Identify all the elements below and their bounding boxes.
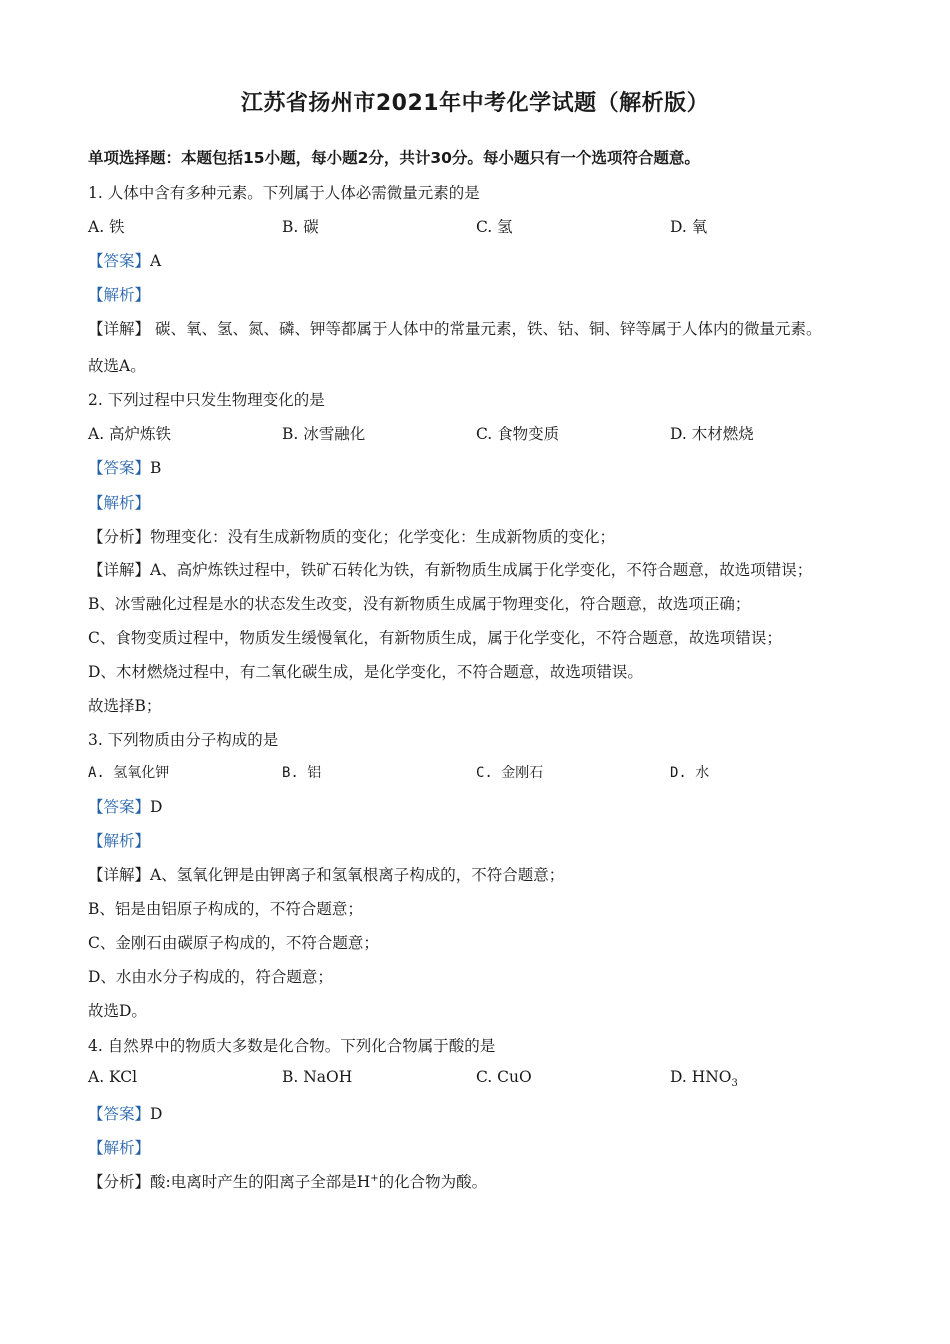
q3-detail-b: B、铝是由铝原子构成的，不符合题意； xyxy=(88,900,363,918)
q3-option-a: A. 氢氧化钾 xyxy=(88,765,170,781)
document-title: 江苏省扬州市2021年中考化学试题（解析版） xyxy=(240,91,710,116)
q3-answer xyxy=(88,795,162,817)
q2-answer xyxy=(88,456,161,478)
q1-option-a: A. 铁 xyxy=(88,218,125,236)
q2-analysis-tag: 【解析】 xyxy=(88,494,151,512)
q1-detail xyxy=(88,317,821,339)
q4-option-a: A. KCl xyxy=(88,1068,138,1086)
q2-option-b: B. 冰雪融化 xyxy=(282,425,366,443)
q3-option-d: D. 水 xyxy=(670,765,710,781)
q3-answer-value: D xyxy=(150,798,163,816)
q2-option-c: C. 食物变质 xyxy=(476,425,560,443)
q1-option-c: C. 氢 xyxy=(476,218,513,236)
q3-detail-d: D、水由水分子构成的，符合题意； xyxy=(88,968,333,986)
q4-option-b: B. NaOH xyxy=(282,1068,353,1086)
detail-tag: 【详解】 xyxy=(88,320,151,338)
detail-tag: 【详解】 xyxy=(88,866,151,884)
answer-tag: 【答案】 xyxy=(88,459,151,477)
q2-stem: 2. 下列过程中只发生物理变化的是 xyxy=(88,391,325,409)
q1-answer-value: A xyxy=(150,252,162,270)
q3-option-c: C. 金刚石 xyxy=(476,765,544,781)
answer-tag: 【答案】 xyxy=(88,798,151,816)
q2-fenxi-text: 物理变化：没有生成新物质的变化；化学变化：生成新物质的变化； xyxy=(150,528,616,546)
q2-detail-a xyxy=(88,558,812,580)
q2-answer-value: B xyxy=(150,459,162,477)
answer-tag: 【答案】 xyxy=(88,252,151,270)
q3-stem: 3. 下列物质由分子构成的是 xyxy=(88,731,279,749)
q3-detail-a-text: A、氢氧化钾是由钾离子和氢氧根离子构成的，不符合题意； xyxy=(150,866,565,884)
q4-answer xyxy=(88,1102,162,1124)
q4-fenxi: 【分析】酸:电离时产生的阳离子全部是H+的化合物为酸。 xyxy=(88,1172,488,1191)
q3-detail-c: C、金刚石由碳原子构成的，不符合题意； xyxy=(88,934,379,952)
q2-detail-c: C、食物变质过程中，物质发生缓慢氧化，有新物质生成，属于化学变化，不符合题意，故选项错误； xyxy=(88,629,782,647)
q2-option-d: D. 木材燃烧 xyxy=(670,425,754,443)
q2-conclusion: 故选择B； xyxy=(88,697,162,715)
q2-detail-d: D、木材燃烧过程中，有二氧化碳生成，是化学变化，不符合题意，故选项错误。 xyxy=(88,663,643,681)
q1-stem: 1. 人体中含有多种元素。下列属于人体必需微量元素的是 xyxy=(88,184,480,202)
q2-option-a: A. 高炉炼铁 xyxy=(88,425,172,443)
detail-tag: 【详解】 xyxy=(88,561,151,579)
q1-answer xyxy=(88,249,161,271)
q1-conclusion: 故选A。 xyxy=(88,357,146,375)
q2-detail-a-text: A、高炉炼铁过程中，铁矿石转化为铁，有新物质生成属于化学变化，不符合题意，故选项错误； xyxy=(150,561,813,579)
fenxi-tag: 【分析】 xyxy=(88,528,151,546)
q4-answer-value: D xyxy=(150,1105,163,1123)
fenxi-tag: 【分析】 xyxy=(88,1173,151,1191)
q3-detail-a xyxy=(88,863,564,885)
q3-option-b: B. 铝 xyxy=(282,765,322,781)
q2-detail-b: B、冰雪融化过程是水的状态发生改变，没有新物质生成属于物理变化，符合题意，故选项正确； xyxy=(88,595,751,613)
q1-detail-text: 碳、氧、氢、氮、磷、钾等都属于人体中的常量元素，铁、钴、铜、锌等属于人体内的微量元素。 xyxy=(154,320,822,338)
q4-stem: 4. 自然界中的物质大多数是化合物。下列化合物属于酸的是 xyxy=(88,1037,496,1055)
q1-analysis-tag: 【解析】 xyxy=(88,286,151,304)
q2-fenxi xyxy=(88,525,615,547)
answer-tag: 【答案】 xyxy=(88,1105,151,1123)
q1-option-b: B. 碳 xyxy=(282,218,319,236)
q4-option-d: D. $HNO_3$ xyxy=(670,1068,738,1090)
q4-option-c: C. CuO xyxy=(476,1068,532,1086)
q3-analysis-tag: 【解析】 xyxy=(88,832,151,850)
q3-conclusion: 故选D。 xyxy=(88,1002,147,1020)
section-header: 单项选择题：本题包括15小题，每小题2分，共计30分。每小题只有一个选项符合题意。 xyxy=(88,149,700,167)
q1-option-d: D. 氧 xyxy=(670,218,708,236)
q4-analysis-tag: 【解析】 xyxy=(88,1139,151,1157)
